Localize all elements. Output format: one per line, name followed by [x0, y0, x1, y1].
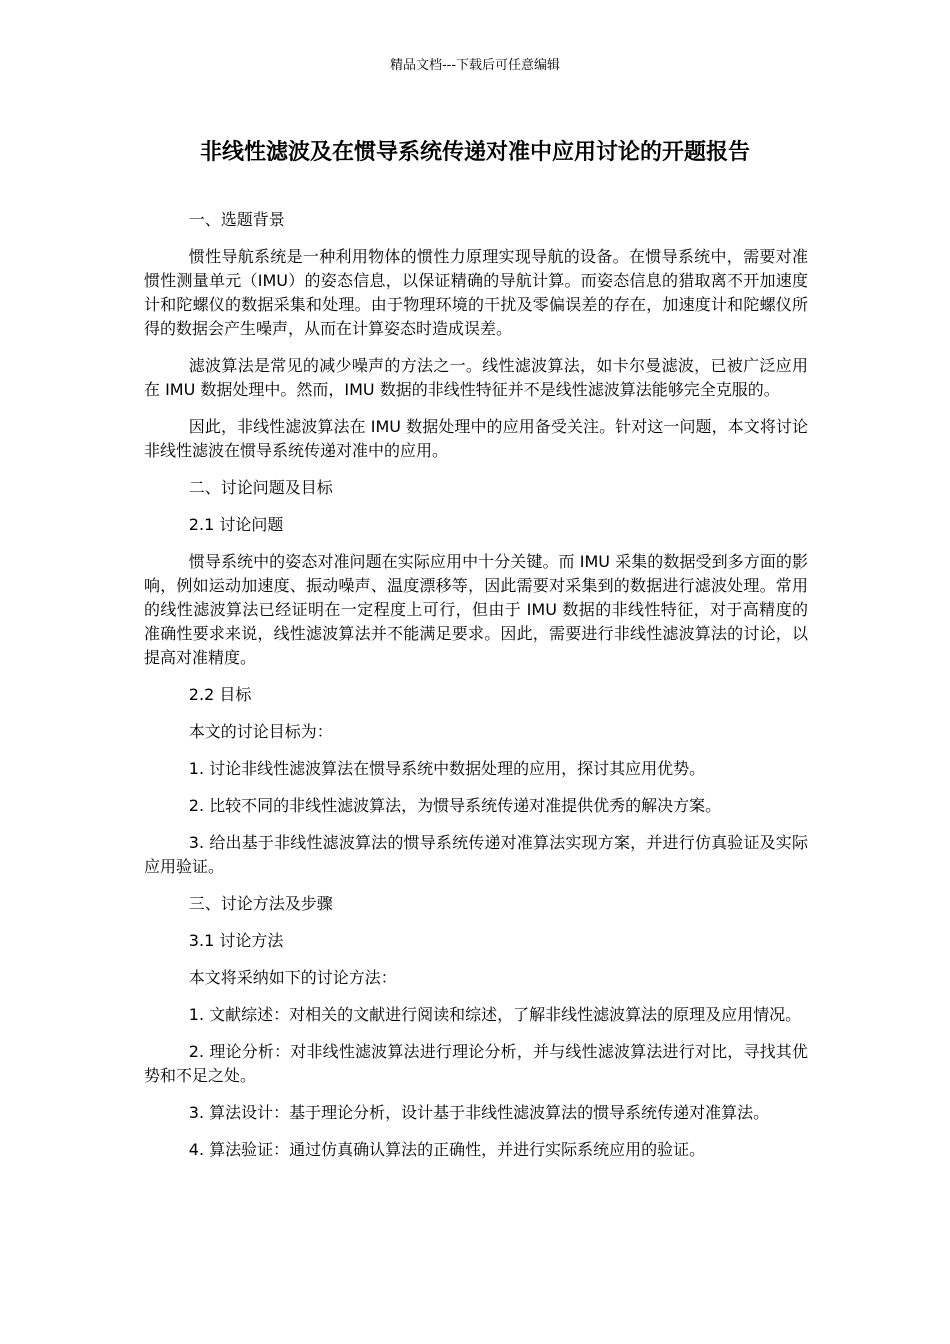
- subsection-heading-goals: 2.2 目标: [188, 685, 252, 704]
- method-item-2: 2. 理论分析：对非线性滤波算法进行理论分析，并与线性滤波算法进行对比，寻找其优势和不足之处。: [144, 1042, 808, 1085]
- method-item-1: 1. 文献综述：对相关的文献进行阅读和综述，了解非线性滤波算法的原理及应用情况。: [188, 1005, 802, 1024]
- section-heading-background: 一、选题背景: [188, 210, 285, 229]
- paragraph-filter-intro: 滤波算法是常见的减少噪声的方法之一。线性滤波算法，如卡尔曼滤波，已被广泛应用在 IMU 数据处理中。然而，IMU 数据的非线性特征并不是线性滤波算法能够完全克服的。: [144, 356, 808, 399]
- section-heading-problem-goals: 二、讨论问题及目标: [188, 478, 333, 497]
- method-item-4: 4. 算法验证：通过仿真确认算法的正确性，并进行实际系统应用的验证。: [188, 1140, 706, 1159]
- goal-item-2: 2. 比较不同的非线性滤波算法，为惯导系统传递对准提供优秀的解决方案。: [188, 796, 722, 815]
- subsection-heading-problem: 2.1 讨论问题: [188, 515, 284, 534]
- goal-item-1: 1. 讨论非线性滤波算法在惯导系统中数据处理的应用，探讨其应用优势。: [188, 759, 706, 778]
- paragraph-purpose: 因此，非线性滤波算法在 IMU 数据处理中的应用备受关注。针对这一问题，本文将讨论非线性滤波在惯导系统传递对准中的应用。: [144, 417, 808, 460]
- document-body: [144, 208, 808, 1175]
- subsection-heading-methods: 3.1 讨论方法: [188, 931, 284, 950]
- paragraph-methods-intro: 本文将采纳如下的讨论方法：: [188, 968, 397, 987]
- goal-item-3: 3. 给出基于非线性滤波算法的惯导系统传递对准算法实现方案，并进行仿真验证及实际应用验证。: [144, 833, 808, 876]
- method-item-3: 3. 算法设计：基于理论分析，设计基于非线性滤波算法的惯导系统传递对准算法。: [188, 1103, 770, 1122]
- paragraph-goals-intro: 本文的讨论目标为：: [188, 722, 333, 741]
- paragraph-ins-intro: 惯性导航系统是一种利用物体的惯性力原理实现导航的设备。在惯导系统中，需要对准惯性测量单元（IMU）的姿态信息，以保证精确的导航计算。而姿态信息的猎取离不开加速度计和陀螺仪的数据采集和处理。由于物理环境的干扰及零偏误差的存在，加速度计和陀螺仪所得的数据会产生噪声，从而在计算姿态时造成误差。: [144, 247, 808, 338]
- paragraph-problem: 惯导系统中的姿态对准问题在实际应用中十分关键。而 IMU 采集的数据受到多方面的影响，例如运动加速度、振动噪声、温度漂移等，因此需要对采集到的数据进行滤波处理。常用的线性滤波算法已经证明在一定程度上可行，但由于 IMU 数据的非线性特征，对于高精度的准确性要求来说，线性滤波算法并不能满足要求。因此，需要进行非线性滤波算法的讨论，以提高对准精度。: [144, 552, 808, 667]
- page-header: 精品文档---下载后可任意编辑: [389, 58, 561, 73]
- section-heading-methods: 三、讨论方法及步骤: [188, 894, 333, 913]
- document-title: 非线性滤波及在惯导系统传递对准中应用讨论的开题报告: [199, 140, 750, 165]
